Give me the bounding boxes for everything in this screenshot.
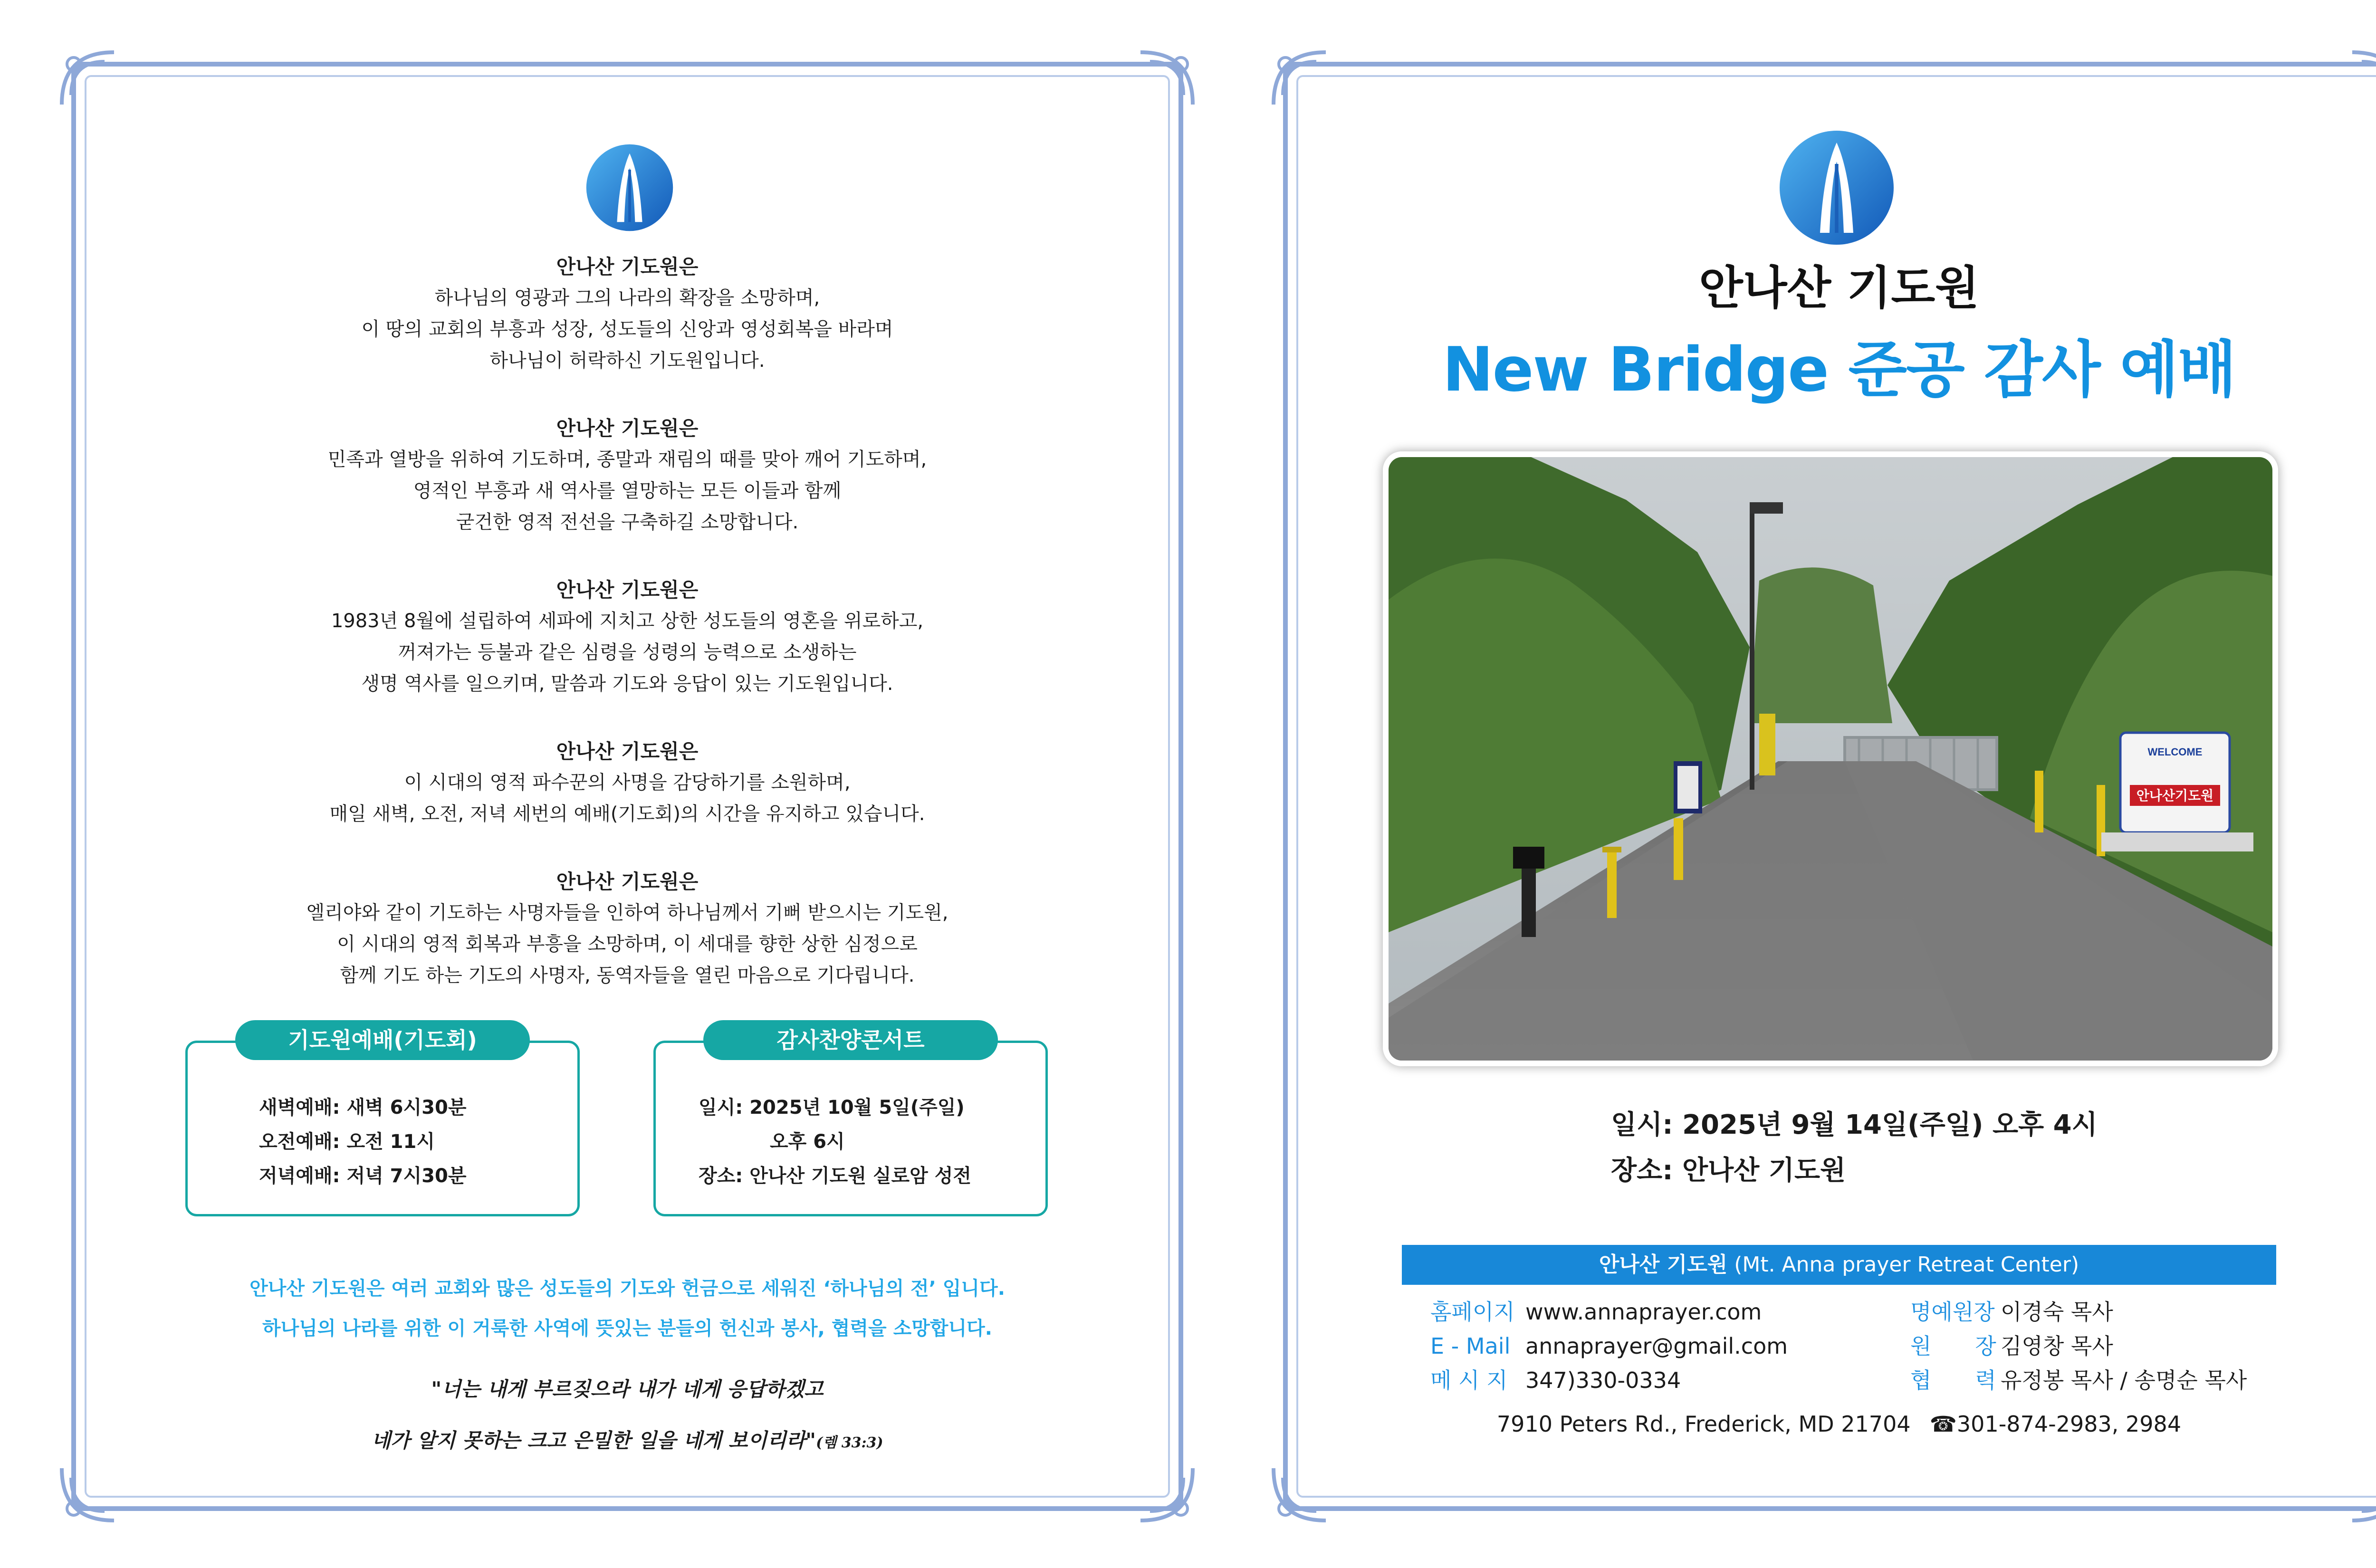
staff-label: 협 력 [1910,1367,1996,1393]
right-page [1283,62,2376,1511]
website-link[interactable]: www.annaprayer.com [1525,1299,1762,1325]
concert-box-title: 감사찬양콘서트 [703,1020,998,1060]
street-address: 7910 Peters Rd., Frederick, MD 21704 [1496,1411,1911,1437]
paragraph-line: 이 시대의 영적 회복과 부흥을 소망하며, 이 세대를 향한 상한 심정으로 [337,933,918,955]
sign-name-text: 안나산기도원 [2136,788,2214,803]
ornament-corner-icon [1131,1459,1202,1530]
address-line [1283,1411,2376,1437]
worship-box-lines [259,1090,563,1193]
paragraph-line: 꺼져가는 등불과 같은 심령을 성령의 능력으로 소생하는 [398,641,857,663]
intro-paragraph [157,736,1098,830]
paragraph-line: 민족과 열방을 위하여 기도하며, 종말과 재림의 때를 맞아 깨어 기도하며, [327,449,927,470]
staff-row [1910,1363,2281,1397]
event-date: 일시: 2025년 9월 14일(주일) 오후 4시 [1611,1109,2098,1140]
ornament-corner-icon [2343,43,2376,114]
event-title: New Bridge 준공 감사 예배 [1442,335,2236,405]
praying-hands-logo-icon [1777,128,1896,247]
worship-schedule-box [185,1027,580,1216]
paragraph-heading: 안나산 기도원은 [556,870,699,893]
paragraph-line: 매일 새벽, 오전, 저녁 세번의 예배(기도회)의 시간을 유지하고 있습니다. [329,803,925,825]
contact-label: 메 시 지 [1430,1367,1508,1393]
event-details [1611,1102,2098,1194]
concert-box-lines [699,1090,1031,1193]
verse-line: 네가 알지 못하는 크고 은밀한 일을 네게 보이리라" [371,1429,816,1452]
email-link[interactable]: annaprayer@gmail.com [1525,1333,1788,1359]
contact-label: 홈페이지 [1430,1299,1515,1325]
note-line: 하나님의 나라를 위한 이 거룩한 사역에 뜻있는 분들의 헌신과 봉사, 협력을 소망합니다. [262,1318,992,1339]
staff-name: 김영창 목사 [2001,1333,2113,1359]
contact-info [1430,1295,1906,1397]
staff-name: 유정봉 목사 / 송명순 목사 [2001,1367,2247,1393]
paragraph-line: 하나님의 영광과 그의 나라의 확장을 소망하며, [434,287,820,309]
intro-paragraph [157,413,1098,538]
concert-date: 일시: 2025년 10월 5일(주일) [699,1097,965,1119]
contact-row [1430,1295,1906,1329]
intro-paragraph [157,867,1098,991]
worship-time: 새벽예배: 새벽 6시30분 [259,1097,467,1119]
paragraph-line: 영적인 부흥과 새 역사를 열망하는 모든 이들과 함께 [413,480,842,502]
scripture-verse [119,1364,1136,1469]
worship-box-title: 기도원예배(기도회) [235,1020,530,1060]
staff-label: 명예원장 [1910,1299,1995,1325]
worship-time: 오전예배: 오전 11시 [259,1131,435,1153]
paragraph-line: 1983년 8월에 설립하여 세파에 지치고 상한 성도들의 영혼을 위로하고, [331,610,924,632]
contact-row [1430,1329,1906,1363]
paragraph-heading: 안나산 기도원은 [556,255,699,278]
paragraph-line: 엘리야와 같이 기도하는 사명자들을 인하여 하나님께서 기뻐 받으시는 기도원, [306,902,948,924]
note-line: 안나산 기도원은 여러 교회와 많은 성도들의 기도와 헌금으로 세워진 ‘하나님의 전’ 입니다. [249,1278,1005,1300]
concert-place: 장소: 안나산 기도원 실로암 성전 [699,1165,972,1187]
intro-text [157,252,1098,1028]
paragraph-line: 굳건한 영적 전선을 구축하길 소망합니다. [456,511,799,533]
ornament-corner-icon [52,43,124,114]
center-name-bar [1402,1245,2276,1285]
event-place: 장소: 안나산 기도원 [1611,1155,1846,1186]
page-title: 안나산 기도원 [1699,261,1979,315]
worship-time: 저녁예배: 저녁 7시30분 [259,1165,467,1187]
paragraph-heading: 안나산 기도원은 [556,740,699,763]
bridge-photo [1383,451,2278,1066]
paragraph-line: 하나님이 허락하신 기도원입니다. [489,350,765,372]
concert-box [653,1027,1048,1216]
verse-reference: (렘 33:3) [816,1434,883,1451]
staff-row [1910,1295,2281,1329]
staff-info [1910,1295,2281,1397]
ornament-corner-icon [1264,43,1335,114]
paragraph-line: 함께 기도 하는 기도의 사명자, 동역자들을 열린 마음으로 기다립니다. [340,965,915,986]
verse-line: "너는 내게 부르짖으라 내가 네게 응답하겠고 [431,1377,824,1401]
message-number: 347)330-0334 [1525,1367,1681,1393]
left-page [71,62,1183,1511]
verse-line-2 [119,1415,1136,1469]
ornament-corner-icon [1131,43,1202,114]
intro-paragraph [157,575,1098,699]
ornament-corner-icon [2343,1459,2376,1530]
center-name: 안나산 기도원 [1599,1252,1728,1277]
staff-label: 원 장 [1910,1333,1996,1359]
concert-time: 오후 6시 [770,1131,845,1153]
praying-hands-logo-icon [584,143,675,233]
paragraph-line: 이 땅의 교회의 부흥과 성장, 성도들의 신앙과 영성회복을 바라며 [361,318,893,340]
paragraph-heading: 안나산 기도원은 [556,578,699,602]
paragraph-line: 이 시대의 영적 파수꾼의 사명을 감당하기를 소원하며, [404,772,851,794]
center-name-en: (Mt. Anna prayer Retreat Center) [1734,1252,2079,1277]
donation-note [119,1269,1136,1348]
intro-paragraph [157,252,1098,376]
contact-row [1430,1363,1906,1397]
paragraph-line: 생명 역사를 일으키며, 말씀과 기도와 응답이 있는 기도원입니다. [361,673,893,695]
ornament-corner-icon [1264,1459,1335,1530]
paragraph-heading: 안나산 기도원은 [556,417,699,440]
staff-row [1910,1329,2281,1363]
sign-welcome-text: WELCOME [2147,746,2203,758]
contact-label: E - Mail [1430,1333,1511,1359]
staff-name: 이경숙 목사 [2001,1299,2113,1325]
ornament-corner-icon [52,1459,124,1530]
phone-number: ☎301-874-2983, 2984 [1929,1411,2182,1437]
